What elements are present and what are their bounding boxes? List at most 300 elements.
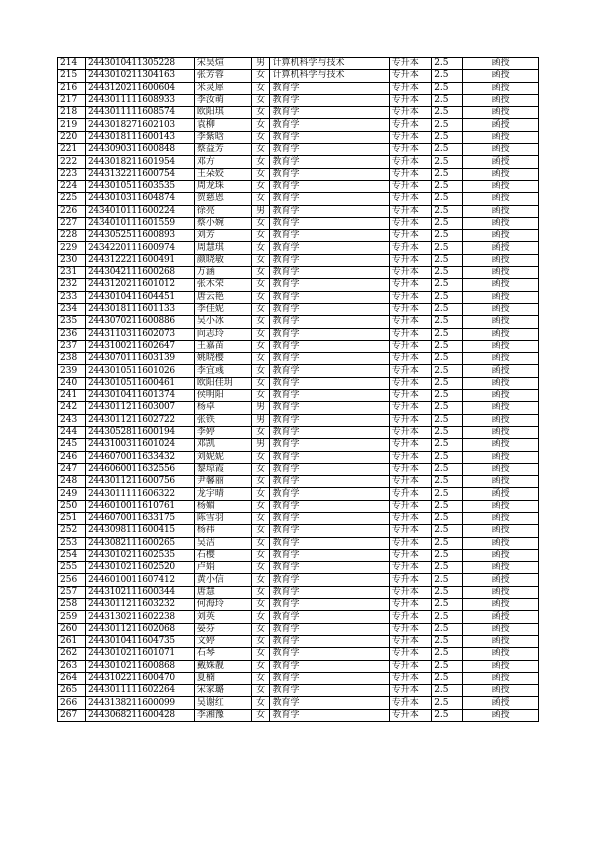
row-number-cell: 237 [58,340,86,352]
study-mode-cell: 函授 [463,119,539,131]
student-name-cell: 李宜彧 [194,365,251,377]
student-name-cell: 周慧琪 [194,242,251,254]
student-name-cell: 蔡小婉 [194,217,251,229]
gender-cell: 女 [251,242,270,254]
student-name-cell: 欧阳佳玥 [194,377,251,389]
level-cell: 专升本 [389,537,432,549]
exam-id-cell: 2443090311600848 [85,144,194,156]
row-number-cell: 224 [58,180,86,192]
student-name-cell: 邓凯 [194,439,251,451]
student-name-cell: 杨媚 [194,500,251,512]
study-mode-cell: 函授 [463,365,539,377]
gender-cell: 女 [251,390,270,402]
table-row [58,131,539,143]
row-number-cell: 218 [58,107,86,119]
student-name-cell: 刘妮妮 [194,451,251,463]
row-number-cell: 230 [58,254,86,266]
major-cell: 教育学 [270,242,389,254]
major-cell: 教育学 [270,463,389,475]
level-cell: 专升本 [389,267,432,279]
exam-id-cell: 244301041130522​8 [85,58,194,70]
study-mode-cell: 函授 [463,254,539,266]
study-years-cell: 2.5 [432,107,463,119]
study-years-cell: 2.5 [432,144,463,156]
level-cell: 专升本 [389,426,432,438]
student-name-cell: 宋昊煊 [194,58,251,70]
study-mode-cell: 函授 [463,697,539,709]
major-cell: 教育学 [270,672,389,684]
table-row [58,156,539,168]
gender-cell: 女 [251,82,270,94]
student-name-cell: 李汝萌 [194,94,251,106]
gender-cell: 女 [251,685,270,697]
table-row [58,574,539,586]
row-number-cell: 223 [58,168,86,180]
row-number-cell: 228 [58,230,86,242]
major-cell: 教育学 [270,648,389,660]
level-cell: 专升本 [389,82,432,94]
study-mode-cell: 函授 [463,180,539,192]
level-cell: 专升本 [389,402,432,414]
study-years-cell: 2.5 [432,205,463,217]
study-years-cell: 2.5 [432,390,463,402]
gender-cell: 男 [251,402,270,414]
student-name-cell: 万涵 [194,267,251,279]
student-name-cell: 文婷 [194,635,251,647]
student-name-cell: 邓方 [194,156,251,168]
table-row [58,193,539,205]
table-row [58,586,539,598]
study-mode-cell: 函授 [463,156,539,168]
row-number-cell: 231 [58,267,86,279]
table-row [58,439,539,451]
study-years-cell: 2.5 [432,94,463,106]
row-number-cell: 241 [58,390,86,402]
student-name-cell: 王朵姣 [194,168,251,180]
exam-id-cell: 2443010511601026 [85,365,194,377]
level-cell: 专升本 [389,156,432,168]
level-cell: 专升本 [389,390,432,402]
row-number-cell: 249 [58,488,86,500]
study-years-cell: 2.5 [432,709,463,721]
student-name-cell: 李婷 [194,426,251,438]
row-number-cell: 243 [58,414,86,426]
row-number-cell: 260 [58,623,86,635]
study-years-cell: 2.5 [432,672,463,684]
study-years-cell: 2.5 [432,586,463,598]
row-number-cell: 240 [58,377,86,389]
student-name-cell: 吴小冰 [194,316,251,328]
level-cell: 专升本 [389,439,432,451]
study-years-cell: 2.5 [432,451,463,463]
study-mode-cell: 函授 [463,709,539,721]
table-row [58,635,539,647]
table-row [58,549,539,561]
gender-cell: 女 [251,476,270,488]
exam-id-cell: 2443018111600143 [85,131,194,143]
gender-cell: 女 [251,365,270,377]
exam-id-cell: 2443068211600428 [85,709,194,721]
study-years-cell: 2.5 [432,353,463,365]
table-row [58,340,539,352]
table-row [58,205,539,217]
major-cell: 教育学 [270,709,389,721]
table-row [58,402,539,414]
row-number-cell: 227 [58,217,86,229]
table-row [58,328,539,340]
table-row [58,537,539,549]
study-mode-cell: 函授 [463,599,539,611]
row-number-cell: 247 [58,463,86,475]
study-years-cell: 2.5 [432,291,463,303]
gender-cell: 女 [251,193,270,205]
study-years-cell: 2.5 [432,488,463,500]
table-row [58,230,539,242]
exam-id-cell: 2446060011632556 [85,463,194,475]
exam-id-cell: 2443122211600491 [85,254,194,266]
gender-cell: 女 [251,131,270,143]
table-row [58,180,539,192]
row-number-cell: 226 [58,205,86,217]
study-years-cell: 2.5 [432,463,463,475]
exam-id-cell: 2443011211600756 [85,476,194,488]
student-name-cell: 侯明阳 [194,390,251,402]
exam-id-cell: 2443018111601133 [85,303,194,315]
level-cell: 专升本 [389,377,432,389]
major-cell: 教育学 [270,414,389,426]
student-name-cell: 徐亮 [194,205,251,217]
student-name-cell: 向志玲 [194,328,251,340]
exam-id-cell: 2443132211600754 [85,168,194,180]
exam-id-cell: 2446010011607412 [85,574,194,586]
level-cell: 专升本 [389,365,432,377]
gender-cell: 女 [251,180,270,192]
study-mode-cell: 函授 [463,635,539,647]
level-cell: 专升本 [389,119,432,131]
student-name-cell: 杨卓 [194,402,251,414]
row-number-cell: 258 [58,599,86,611]
gender-cell: 女 [251,144,270,156]
gender-cell: 女 [251,217,270,229]
student-name-cell: 姚晓樱 [194,353,251,365]
level-cell: 专升本 [389,685,432,697]
study-mode-cell: 函授 [463,131,539,143]
exam-id-cell: 2443018211601954 [85,156,194,168]
student-name-cell: 蔡益芳 [194,144,251,156]
table-row [58,512,539,524]
study-mode-cell: 函授 [463,463,539,475]
study-mode-cell: 函授 [463,291,539,303]
study-years-cell: 2.5 [432,70,463,82]
study-years-cell: 2.5 [432,537,463,549]
study-years-cell: 2.5 [432,279,463,291]
student-name-cell: 龙宇晴 [194,488,251,500]
study-years-cell: 2.5 [432,402,463,414]
table-row [58,463,539,475]
level-cell: 专升本 [389,303,432,315]
student-name-cell: 宋家璐 [194,685,251,697]
gender-cell: 女 [251,586,270,598]
major-cell: 教育学 [270,512,389,524]
major-cell: 教育学 [270,611,389,623]
row-number-cell: 265 [58,685,86,697]
exam-id-cell: 2443070111603139 [85,353,194,365]
student-name-cell: 贺慈恩 [194,193,251,205]
level-cell: 专升本 [389,70,432,82]
student-name-cell: 何海玲 [194,599,251,611]
student-name-cell: 颜晓敏 [194,254,251,266]
level-cell: 专升本 [389,144,432,156]
level-cell: 专升本 [389,451,432,463]
exam-id-cell: 2443010511600461 [85,377,194,389]
gender-cell: 女 [251,611,270,623]
gender-cell: 男 [251,439,270,451]
student-name-cell: 欧阳琪 [194,107,251,119]
gender-cell: 女 [251,426,270,438]
row-number-cell: 259 [58,611,86,623]
table-row [58,303,539,315]
major-cell: 教育学 [270,549,389,561]
study-years-cell: 2.5 [432,58,463,70]
major-cell: 教育学 [270,660,389,672]
study-mode-cell: 函授 [463,328,539,340]
study-years-cell: 2.5 [432,512,463,524]
table-row [58,697,539,709]
table-row [58,365,539,377]
study-mode-cell: 函授 [463,279,539,291]
student-name-cell: 张芳蓉 [194,70,251,82]
exam-id-cell: 2443011111608574 [85,107,194,119]
student-name-cell: 袁柳 [194,119,251,131]
gender-cell: 女 [251,660,270,672]
level-cell: 专升本 [389,500,432,512]
study-mode-cell: 函授 [463,377,539,389]
exam-id-cell: 2446070011633432 [85,451,194,463]
study-mode-cell: 函授 [463,537,539,549]
level-cell: 专升本 [389,525,432,537]
major-cell: 教育学 [270,439,389,451]
level-cell: 专升本 [389,217,432,229]
row-number-cell: 264 [58,672,86,684]
table-row [58,107,539,119]
gender-cell: 男 [251,414,270,426]
exam-id-cell: 2443102111600344 [85,586,194,598]
student-name-cell: 吴洁 [194,537,251,549]
table-row [58,525,539,537]
gender-cell: 女 [251,574,270,586]
major-cell: 教育学 [270,279,389,291]
row-number-cell: 251 [58,512,86,524]
study-years-cell: 2.5 [432,365,463,377]
level-cell: 专升本 [389,168,432,180]
gender-cell: 男 [251,58,270,70]
gender-cell: 女 [251,623,270,635]
row-number-cell: 245 [58,439,86,451]
major-cell: 计算机科学与技术 [270,70,389,82]
exam-id-cell: 2443010211602520 [85,562,194,574]
table-row [58,242,539,254]
table-row [58,377,539,389]
exam-id-cell: 2443138211600099 [85,697,194,709]
row-number-cell: 242 [58,402,86,414]
study-mode-cell: 函授 [463,58,539,70]
gender-cell: 女 [251,512,270,524]
table-row [58,660,539,672]
exam-id-cell: 2443011211603007 [85,402,194,414]
exam-id-cell: 2443010211602535 [85,549,194,561]
gender-cell: 女 [251,697,270,709]
major-cell: 教育学 [270,303,389,315]
level-cell: 专升本 [389,648,432,660]
level-cell: 专升本 [389,463,432,475]
gender-cell: 女 [251,463,270,475]
gender-cell: 女 [251,230,270,242]
exam-id-cell: 2443098111600415 [85,525,194,537]
exam-id-cell: 2443011111602264 [85,685,194,697]
student-name-cell: 黄小信 [194,574,251,586]
exam-id-cell: 2443120211601012 [85,279,194,291]
exam-id-cell: 2443110311602073 [85,328,194,340]
row-number-cell: 263 [58,660,86,672]
major-cell: 教育学 [270,390,389,402]
study-years-cell: 2.5 [432,242,463,254]
student-name-cell: 张木荣 [194,279,251,291]
student-name-cell: 唐云艳 [194,291,251,303]
study-years-cell: 2.5 [432,635,463,647]
student-name-cell: 晏芬 [194,623,251,635]
level-cell: 专升本 [389,586,432,598]
study-years-cell: 2.5 [432,562,463,574]
table-row [58,119,539,131]
row-number-cell: 234 [58,303,86,315]
major-cell: 教育学 [270,131,389,143]
study-mode-cell: 函授 [463,107,539,119]
student-name-cell: 石樱 [194,549,251,561]
study-years-cell: 2.5 [432,230,463,242]
gender-cell: 女 [251,340,270,352]
level-cell: 专升本 [389,107,432,119]
study-years-cell: 2.5 [432,599,463,611]
major-cell: 教育学 [270,230,389,242]
major-cell: 教育学 [270,205,389,217]
level-cell: 专升本 [389,599,432,611]
row-number-cell: 261 [58,635,86,647]
major-cell: 教育学 [270,217,389,229]
major-cell: 教育学 [270,586,389,598]
gender-cell: 女 [251,537,270,549]
study-mode-cell: 函授 [463,574,539,586]
major-cell: 教育学 [270,562,389,574]
student-name-cell: 李湘豫 [194,709,251,721]
row-number-cell: 246 [58,451,86,463]
exam-id-cell: 2443010211304163 [85,70,194,82]
major-cell: 教育学 [270,119,389,131]
level-cell: 专升本 [389,476,432,488]
study-mode-cell: 函授 [463,217,539,229]
study-mode-cell: 函授 [463,193,539,205]
level-cell: 专升本 [389,709,432,721]
exam-id-cell: 2443011111608933 [85,94,194,106]
study-mode-cell: 函授 [463,648,539,660]
level-cell: 专升本 [389,488,432,500]
level-cell: 专升本 [389,230,432,242]
exam-id-cell: 2443011211603232 [85,599,194,611]
study-mode-cell: 函授 [463,316,539,328]
row-number-cell: 221 [58,144,86,156]
row-number-cell: 225 [58,193,86,205]
table-row [58,500,539,512]
level-cell: 专升本 [389,623,432,635]
student-name-cell: 李佳妮 [194,303,251,315]
student-name-cell: 杨祎 [194,525,251,537]
major-cell: 教育学 [270,500,389,512]
level-cell: 专升本 [389,180,432,192]
exam-id-cell: 2443070211600886 [85,316,194,328]
row-number-cell: 215 [58,70,86,82]
row-number-cell: 254 [58,549,86,561]
level-cell: 专升本 [389,611,432,623]
exam-id-cell: 2443042111600268 [85,267,194,279]
study-mode-cell: 函授 [463,623,539,635]
exam-id-cell: 2434220111600974 [85,242,194,254]
major-cell: 教育学 [270,291,389,303]
study-mode-cell: 函授 [463,303,539,315]
exam-id-cell: 2443011111606322 [85,488,194,500]
study-mode-cell: 函授 [463,476,539,488]
row-number-cell: 216 [58,82,86,94]
study-years-cell: 2.5 [432,168,463,180]
gender-cell: 女 [251,451,270,463]
study-mode-cell: 函授 [463,82,539,94]
exam-id-cell: 2443010411604735 [85,635,194,647]
study-mode-cell: 函授 [463,488,539,500]
table-row [58,267,539,279]
study-mode-cell: 函授 [463,94,539,106]
study-mode-cell: 函授 [463,168,539,180]
study-years-cell: 2.5 [432,426,463,438]
exam-id-cell: 2443082111600265 [85,537,194,549]
level-cell: 专升本 [389,672,432,684]
student-name-cell: 夏楠 [194,672,251,684]
row-number-cell: 262 [58,648,86,660]
major-cell: 教育学 [270,267,389,279]
level-cell: 专升本 [389,340,432,352]
gender-cell: 女 [251,353,270,365]
study-mode-cell: 函授 [463,439,539,451]
study-mode-cell: 函授 [463,242,539,254]
table-row [58,291,539,303]
gender-cell: 女 [251,488,270,500]
study-years-cell: 2.5 [432,685,463,697]
major-cell: 教育学 [270,254,389,266]
row-number-cell: 267 [58,709,86,721]
study-years-cell: 2.5 [432,340,463,352]
study-years-cell: 2.5 [432,414,463,426]
level-cell: 专升本 [389,660,432,672]
study-mode-cell: 函授 [463,525,539,537]
gender-cell: 女 [251,156,270,168]
row-number-cell: 244 [58,426,86,438]
table-row [58,217,539,229]
row-number-cell: 252 [58,525,86,537]
gender-cell: 女 [251,119,270,131]
study-mode-cell: 函授 [463,660,539,672]
student-name-cell: 戴姝靓 [194,660,251,672]
gender-cell: 女 [251,635,270,647]
exam-id-cell: 2446070011633175 [85,512,194,524]
level-cell: 专升本 [389,414,432,426]
table-row [58,599,539,611]
